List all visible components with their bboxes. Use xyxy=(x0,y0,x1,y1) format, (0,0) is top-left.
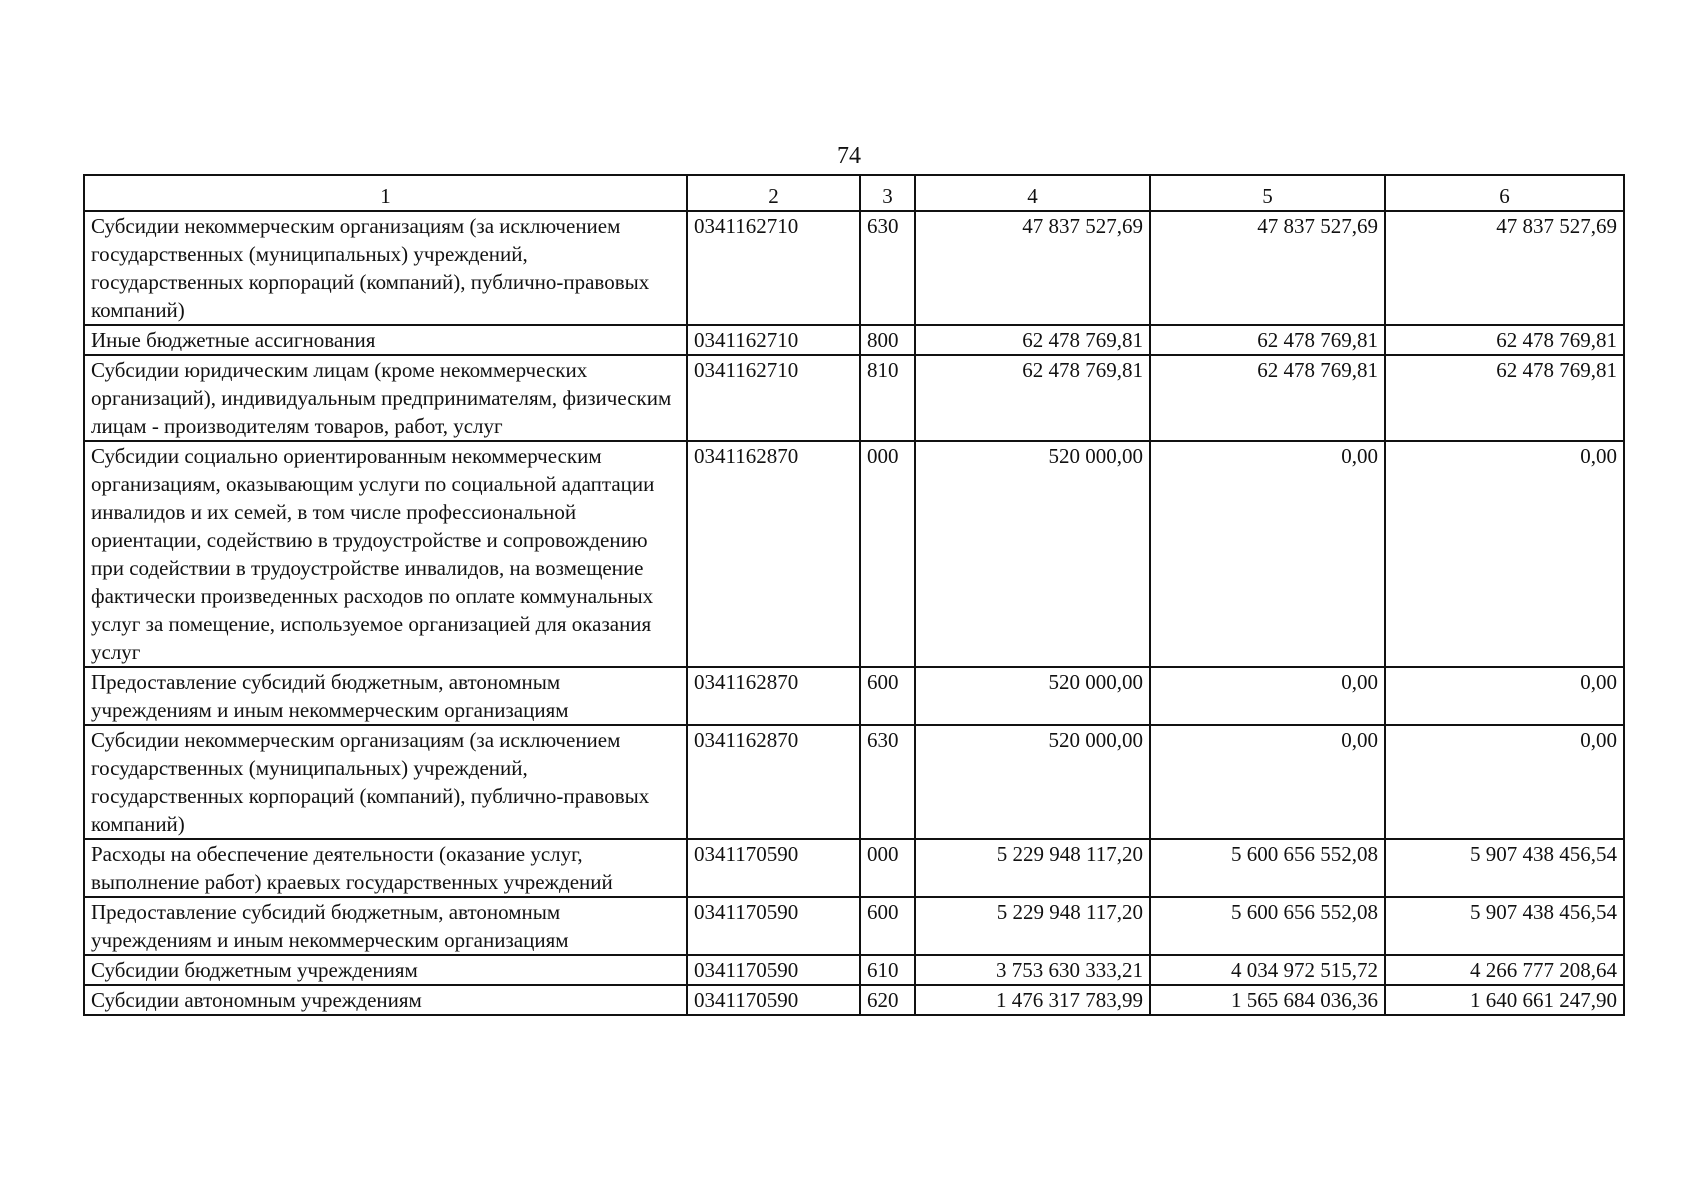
row-amount-5: 5 600 656 552,08 xyxy=(1150,839,1385,897)
table-row xyxy=(84,897,1624,955)
row-amount-5: 4 034 972 515,72 xyxy=(1150,955,1385,985)
header-cell-6: 6 xyxy=(1385,175,1624,211)
row-amount-6: 0,00 xyxy=(1385,725,1624,839)
row-target-code: 0341170590 xyxy=(687,985,860,1015)
row-target-code: 0341162710 xyxy=(687,211,860,325)
page-number: 74 xyxy=(837,143,861,169)
row-name: Предоставление субсидий бюджетным, автономным учреждениям и иным некоммерческим организациям xyxy=(84,897,687,955)
row-target-code: 0341170590 xyxy=(687,955,860,985)
row-amount-4: 5 229 948 117,20 xyxy=(915,839,1150,897)
row-expense-type: 800 xyxy=(860,325,915,355)
row-name: Субсидии автономным учреждениям xyxy=(84,985,687,1015)
row-amount-5: 62 478 769,81 xyxy=(1150,325,1385,355)
row-amount-6: 4 266 777 208,64 xyxy=(1385,955,1624,985)
row-expense-type: 630 xyxy=(860,725,915,839)
table-row xyxy=(84,441,1624,667)
row-amount-6: 5 907 438 456,54 xyxy=(1385,839,1624,897)
row-target-code: 0341170590 xyxy=(687,839,860,897)
row-amount-4: 1 476 317 783,99 xyxy=(915,985,1150,1015)
row-target-code: 0341162710 xyxy=(687,355,860,441)
row-expense-type: 000 xyxy=(860,839,915,897)
row-name: Иные бюджетные ассигнования xyxy=(84,325,687,355)
row-amount-4: 520 000,00 xyxy=(915,667,1150,725)
row-amount-5: 0,00 xyxy=(1150,667,1385,725)
row-amount-6: 0,00 xyxy=(1385,667,1624,725)
row-amount-5: 47 837 527,69 xyxy=(1150,211,1385,325)
table-row xyxy=(84,955,1624,985)
table-row xyxy=(84,725,1624,839)
row-target-code: 0341162710 xyxy=(687,325,860,355)
header-row xyxy=(84,175,1624,211)
table-row xyxy=(84,355,1624,441)
header-cell-1: 1 xyxy=(84,175,687,211)
row-amount-6: 0,00 xyxy=(1385,441,1624,667)
table-row xyxy=(84,667,1624,725)
header-cell-3: 3 xyxy=(860,175,915,211)
row-amount-6: 1 640 661 247,90 xyxy=(1385,985,1624,1015)
row-target-code: 0341162870 xyxy=(687,441,860,667)
row-amount-6: 62 478 769,81 xyxy=(1385,355,1624,441)
row-amount-6: 5 907 438 456,54 xyxy=(1385,897,1624,955)
row-target-code: 0341162870 xyxy=(687,667,860,725)
row-name: Субсидии некоммерческим организациям (за исключением государственных (муниципальных) учреждений, государственных корпораций (компаний), публично-правовых компаний) xyxy=(84,211,687,325)
row-amount-5: 0,00 xyxy=(1150,725,1385,839)
row-name: Субсидии юридическим лицам (кроме некоммерческих организаций), индивидуальным предпринимателям, физическим лицам - производителям товаров, работ, услуг xyxy=(84,355,687,441)
row-amount-5: 5 600 656 552,08 xyxy=(1150,897,1385,955)
row-amount-4: 47 837 527,69 xyxy=(915,211,1150,325)
row-amount-4: 520 000,00 xyxy=(915,725,1150,839)
row-expense-type: 610 xyxy=(860,955,915,985)
header-cell-4: 4 xyxy=(915,175,1150,211)
row-expense-type: 620 xyxy=(860,985,915,1015)
table-row xyxy=(84,325,1624,355)
table-row xyxy=(84,839,1624,897)
row-name: Расходы на обеспечение деятельности (оказание услуг, выполнение работ) краевых государственных учреждений xyxy=(84,839,687,897)
row-name: Предоставление субсидий бюджетным, автономным учреждениям и иным некоммерческим организациям xyxy=(84,667,687,725)
budget-table xyxy=(83,174,1625,1016)
row-amount-5: 0,00 xyxy=(1150,441,1385,667)
header-cell-2: 2 xyxy=(687,175,860,211)
row-amount-5: 62 478 769,81 xyxy=(1150,355,1385,441)
row-amount-4: 3 753 630 333,21 xyxy=(915,955,1150,985)
row-amount-6: 47 837 527,69 xyxy=(1385,211,1624,325)
table-row xyxy=(84,211,1624,325)
row-expense-type: 600 xyxy=(860,667,915,725)
row-amount-4: 520 000,00 xyxy=(915,441,1150,667)
row-amount-4: 5 229 948 117,20 xyxy=(915,897,1150,955)
row-target-code: 0341162870 xyxy=(687,725,860,839)
row-name: Субсидии некоммерческим организациям (за исключением государственных (муниципальных) учреждений, государственных корпораций (компаний), публично-правовых компаний) xyxy=(84,725,687,839)
row-expense-type: 810 xyxy=(860,355,915,441)
row-expense-type: 630 xyxy=(860,211,915,325)
row-amount-4: 62 478 769,81 xyxy=(915,325,1150,355)
header-cell-5: 5 xyxy=(1150,175,1385,211)
row-name: Субсидии бюджетным учреждениям xyxy=(84,955,687,985)
row-expense-type: 600 xyxy=(860,897,915,955)
row-name: Субсидии социально ориентированным некоммерческим организациям, оказывающим услуги по социальной адаптации инвалидов и их семей, в том числе профессиональной ориентации, содействию в трудоустройстве и сопровождению при содействии в трудоустройстве инвалидов, на возмещение фактически произведенных расходов по оплате коммунальных услуг за помещение, используемое организацией для оказания услуг xyxy=(84,441,687,667)
row-target-code: 0341170590 xyxy=(687,897,860,955)
table-row xyxy=(84,985,1624,1015)
row-amount-5: 1 565 684 036,36 xyxy=(1150,985,1385,1015)
row-amount-4: 62 478 769,81 xyxy=(915,355,1150,441)
row-amount-6: 62 478 769,81 xyxy=(1385,325,1624,355)
row-expense-type: 000 xyxy=(860,441,915,667)
